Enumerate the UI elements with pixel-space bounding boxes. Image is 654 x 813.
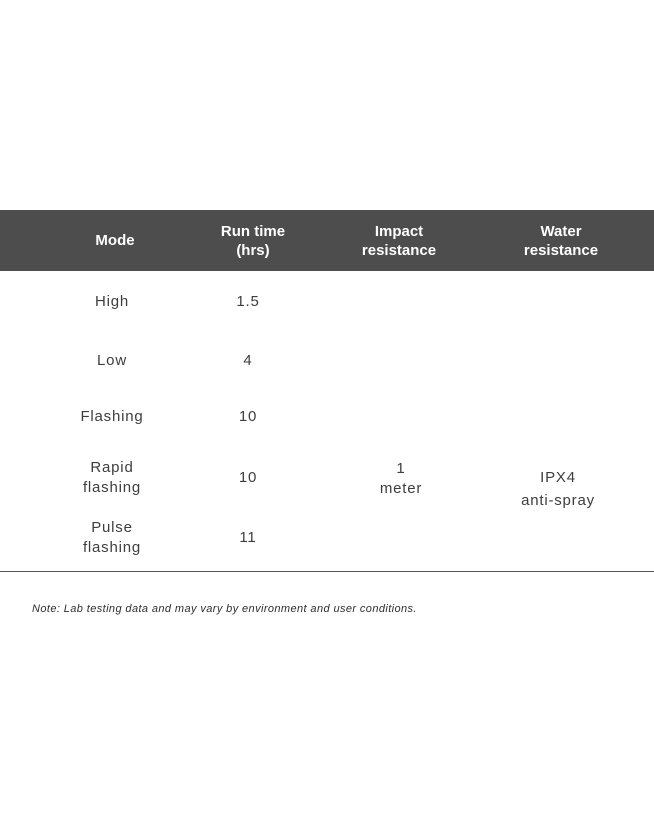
header-mode: Mode <box>95 232 135 249</box>
cell-mode: Flashing <box>80 408 144 425</box>
cell-mode: High <box>94 293 130 310</box>
cell-runtime: 10 <box>238 469 258 486</box>
cell-mode: Pulse flashing <box>82 519 142 556</box>
table-body <box>0 271 654 572</box>
cell-mode: Low <box>97 352 127 369</box>
header-water-resistance: Water resistance <box>523 222 599 259</box>
footnote: Note: Lab testing data and may vary by environment and user conditions. <box>32 603 417 615</box>
table-bottom-rule <box>0 571 654 572</box>
cell-runtime: 1.5 <box>236 293 260 310</box>
spec-table <box>0 210 654 572</box>
cell-runtime: 4 <box>243 352 253 369</box>
cell-impact-resistance: 1 meter <box>379 460 423 497</box>
cell-runtime: 11 <box>239 529 257 546</box>
table-header-row <box>0 210 654 271</box>
cell-water-resistance: IPX4 anti-spray <box>521 469 595 509</box>
cell-mode: Rapid flashing <box>82 459 142 496</box>
header-run-time: Run time (hrs) <box>220 222 286 259</box>
header-impact-resistance: Impact resistance <box>361 222 437 259</box>
cell-runtime: 10 <box>238 408 258 425</box>
